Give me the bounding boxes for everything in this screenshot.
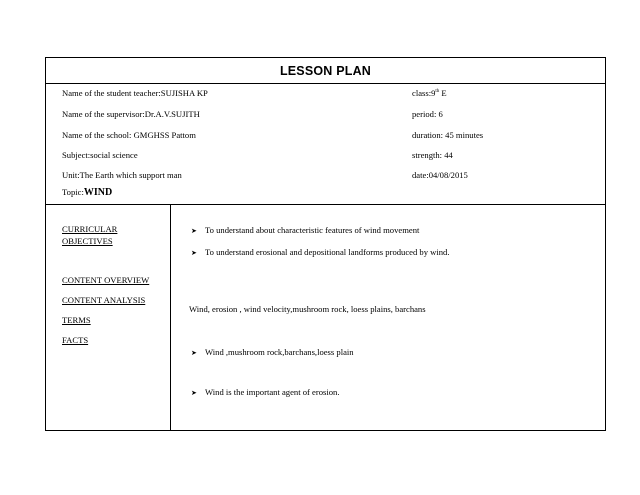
objective-item — [191, 225, 419, 235]
period: period: 6 — [412, 109, 443, 119]
arrowhead-bullet-icon: ➤ — [191, 249, 197, 257]
curricular-label-1: CURRICULAR — [62, 224, 118, 234]
lesson-plan-table — [45, 57, 606, 431]
class — [412, 88, 447, 98]
topic-value: WIND — [83, 187, 113, 198]
class-suffix: E — [439, 88, 447, 98]
class-sup: th — [435, 89, 440, 95]
page-title: LESSON PLAN — [279, 64, 372, 78]
title-row — [46, 58, 605, 84]
content-section — [46, 205, 605, 430]
objective-2: To understand erosional and depositional landforms produced by wind. — [205, 247, 450, 257]
content-overview-label: CONTENT OVERVIEW — [62, 275, 150, 285]
class-prefix: class:9 — [412, 88, 436, 98]
teacher-name: Name of the student teacher:SUJISHA KP — [62, 88, 208, 98]
content-analysis-text: Wind, erosion , wind velocity,mushroom rock, loess plains, barchans — [189, 304, 426, 314]
topic-label: Topic: — [62, 187, 84, 197]
terms-item — [191, 347, 354, 357]
unit: Unit:The Earth which support man — [62, 170, 182, 180]
facts-label: FACTS — [62, 335, 89, 345]
arrowhead-bullet-icon: ➤ — [191, 227, 197, 235]
objective-1: To understand about characteristic features of wind movement — [205, 225, 420, 235]
school-name: Name of the school: GMGHSS Pattom — [62, 130, 196, 140]
column-divider — [170, 205, 171, 430]
subject: Subject:social science — [62, 150, 138, 160]
terms-label: TERMS — [62, 315, 91, 325]
content-analysis-label: CONTENT ANALYSIS — [62, 295, 146, 305]
terms-text: Wind ,mushroom rock,barchans,loess plain — [205, 347, 354, 357]
date: date:04/08/2015 — [412, 170, 468, 180]
duration: duration: 45 minutes — [412, 130, 484, 140]
topic — [62, 187, 112, 198]
info-section — [46, 84, 605, 205]
strength: strength: 44 — [412, 150, 453, 160]
curricular-label-2: OBJECTIVES — [62, 236, 113, 246]
arrowhead-bullet-icon: ➤ — [191, 389, 197, 397]
objective-item — [191, 247, 450, 257]
facts-item — [191, 387, 340, 397]
facts-text: Wind is the important agent of erosion. — [205, 387, 340, 397]
arrowhead-bullet-icon: ➤ — [191, 349, 197, 357]
supervisor-name: Name of the supervisor:Dr.A.V.SUJITH — [62, 109, 200, 119]
